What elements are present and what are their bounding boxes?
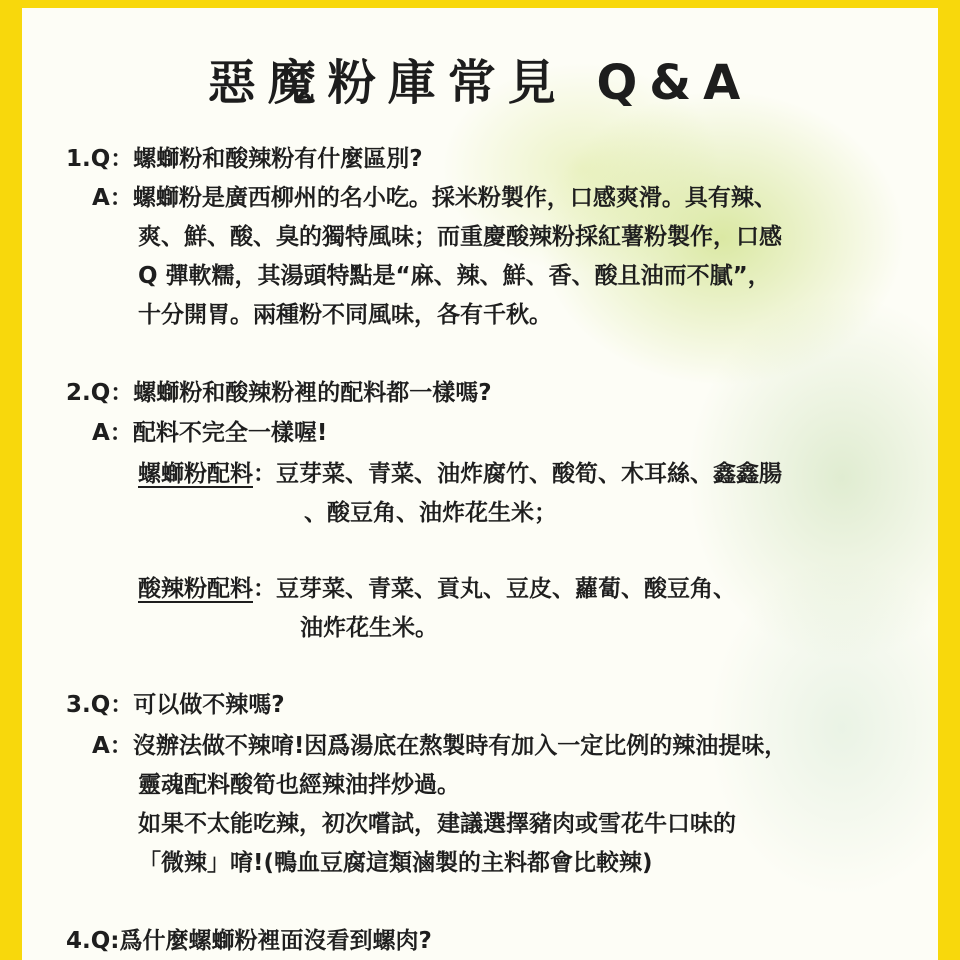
question-text: 爲什麼螺螄粉裡面沒看到螺肉? <box>119 928 432 954</box>
answer-line: 「微辣」唷!(鴨血豆腐這類滷製的主料都會比較辣) <box>138 850 653 876</box>
answer-line: 沒辦法做不辣唷!因爲湯底在熬製時有加入一定比例的辣油提味， <box>132 733 788 759</box>
question-label: 4.Q: <box>66 928 120 954</box>
question-label: 1.Q： <box>66 146 134 172</box>
question-1 <box>66 144 423 174</box>
ingredient-line: 豆芽菜、青菜、油炸腐竹、酸筍、木耳絲、鑫鑫腸 <box>276 461 782 487</box>
question-4 <box>66 926 432 956</box>
question-3 <box>66 690 285 720</box>
ingredient-row-suanlafen <box>138 574 736 604</box>
answer-line: 十分開胃。兩種粉不同風味，各有千秋。 <box>138 302 552 328</box>
ingredient-row-luosifen <box>138 459 782 489</box>
question-text: 可以做不辣嗎? <box>133 692 285 718</box>
answer-line: 靈魂配料酸筍也經辣油拌炒過。 <box>138 772 460 798</box>
answer-line: Q 彈軟糯，其湯頭特點是“麻、辣、鮮、香、酸且油而不膩”， <box>138 263 771 289</box>
ingredient-label: 酸辣粉配料 <box>138 576 253 602</box>
answer-line: 爽、鮮、酸、臭的獨特風味；而重慶酸辣粉採紅薯粉製作，口感 <box>138 224 782 250</box>
answer-3 <box>92 731 787 761</box>
ingredient-sep: ： <box>253 461 276 487</box>
ingredient-line: 油炸花生米。 <box>300 615 438 641</box>
question-label: 2.Q： <box>66 380 134 406</box>
answer-line: 如果不太能吃辣，初次嚐試，建議選擇豬肉或雪花牛口味的 <box>138 811 736 837</box>
answer-label: A： <box>92 185 133 211</box>
ingredient-label: 螺螄粉配料 <box>138 461 253 487</box>
question-text: 螺螄粉和酸辣粉裡的配料都一樣嗎? <box>133 380 492 406</box>
answer-line: 螺螄粉是廣西柳州的名小吃。採米粉製作，口感爽滑。具有辣、 <box>132 185 777 211</box>
question-2 <box>66 378 492 408</box>
question-label: 3.Q： <box>66 692 134 718</box>
answer-label: A： <box>92 733 133 759</box>
answer-label: A： <box>92 420 133 446</box>
ingredient-line: 豆芽菜、青菜、貢丸、豆皮、蘿蔔、酸豆角、 <box>276 576 736 602</box>
answer-2 <box>92 418 327 448</box>
question-text: 螺螄粉和酸辣粉有什麼區別? <box>133 146 423 172</box>
answer-1 <box>92 183 777 213</box>
ingredient-sep: ： <box>253 576 276 602</box>
answer-line: 配料不完全一樣喔! <box>132 420 328 446</box>
ingredient-line: 、酸豆角、油炸花生米； <box>304 500 557 526</box>
page-title: 惡魔粉庫常見 Q&A <box>207 55 753 111</box>
